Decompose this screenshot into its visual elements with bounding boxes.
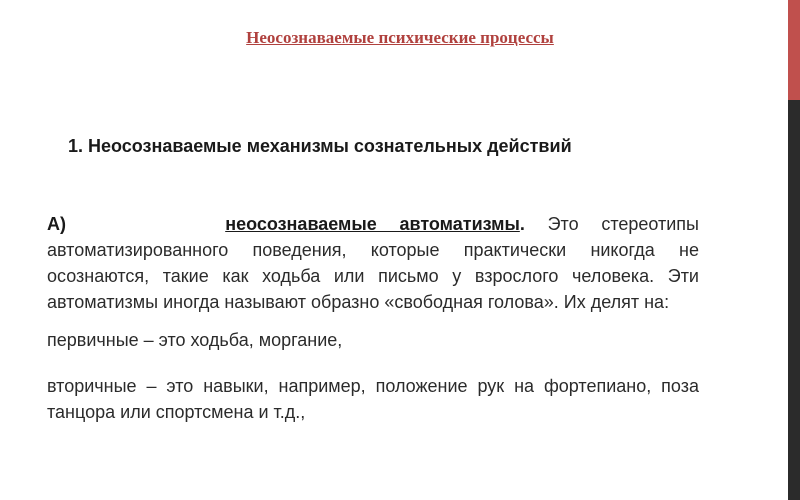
paragraph-automatisms-text: Это стереотипы автоматизированного поведения, которые практически никогда не осознаются, такие как ходьба или письмо у взрослого человека. Эти автоматизмы иногда называют образно «свободная голова». Их делят на: xyxy=(47,214,699,312)
item-label: А) xyxy=(47,214,66,234)
term-unconscious-automatisms: неосознаваемые автоматизмы xyxy=(225,214,520,234)
paragraph-automatisms xyxy=(47,211,699,315)
paragraph-secondary: вторичные – это навыки, например, положение рук на фортепиано, поза танцора или спортсмена и т.д., xyxy=(47,376,699,422)
right-decorative-bar xyxy=(788,0,800,500)
term-dot: . xyxy=(519,214,525,234)
paragraph-primary: первичные – это ходьба, моргание, xyxy=(47,330,343,350)
slide-body xyxy=(47,211,699,425)
slide-title: Неосознаваемые психические процессы xyxy=(246,28,554,47)
right-accent-strip xyxy=(788,0,800,100)
section-heading: 1. Неосознаваемые механизмы сознательных действий xyxy=(68,136,572,156)
